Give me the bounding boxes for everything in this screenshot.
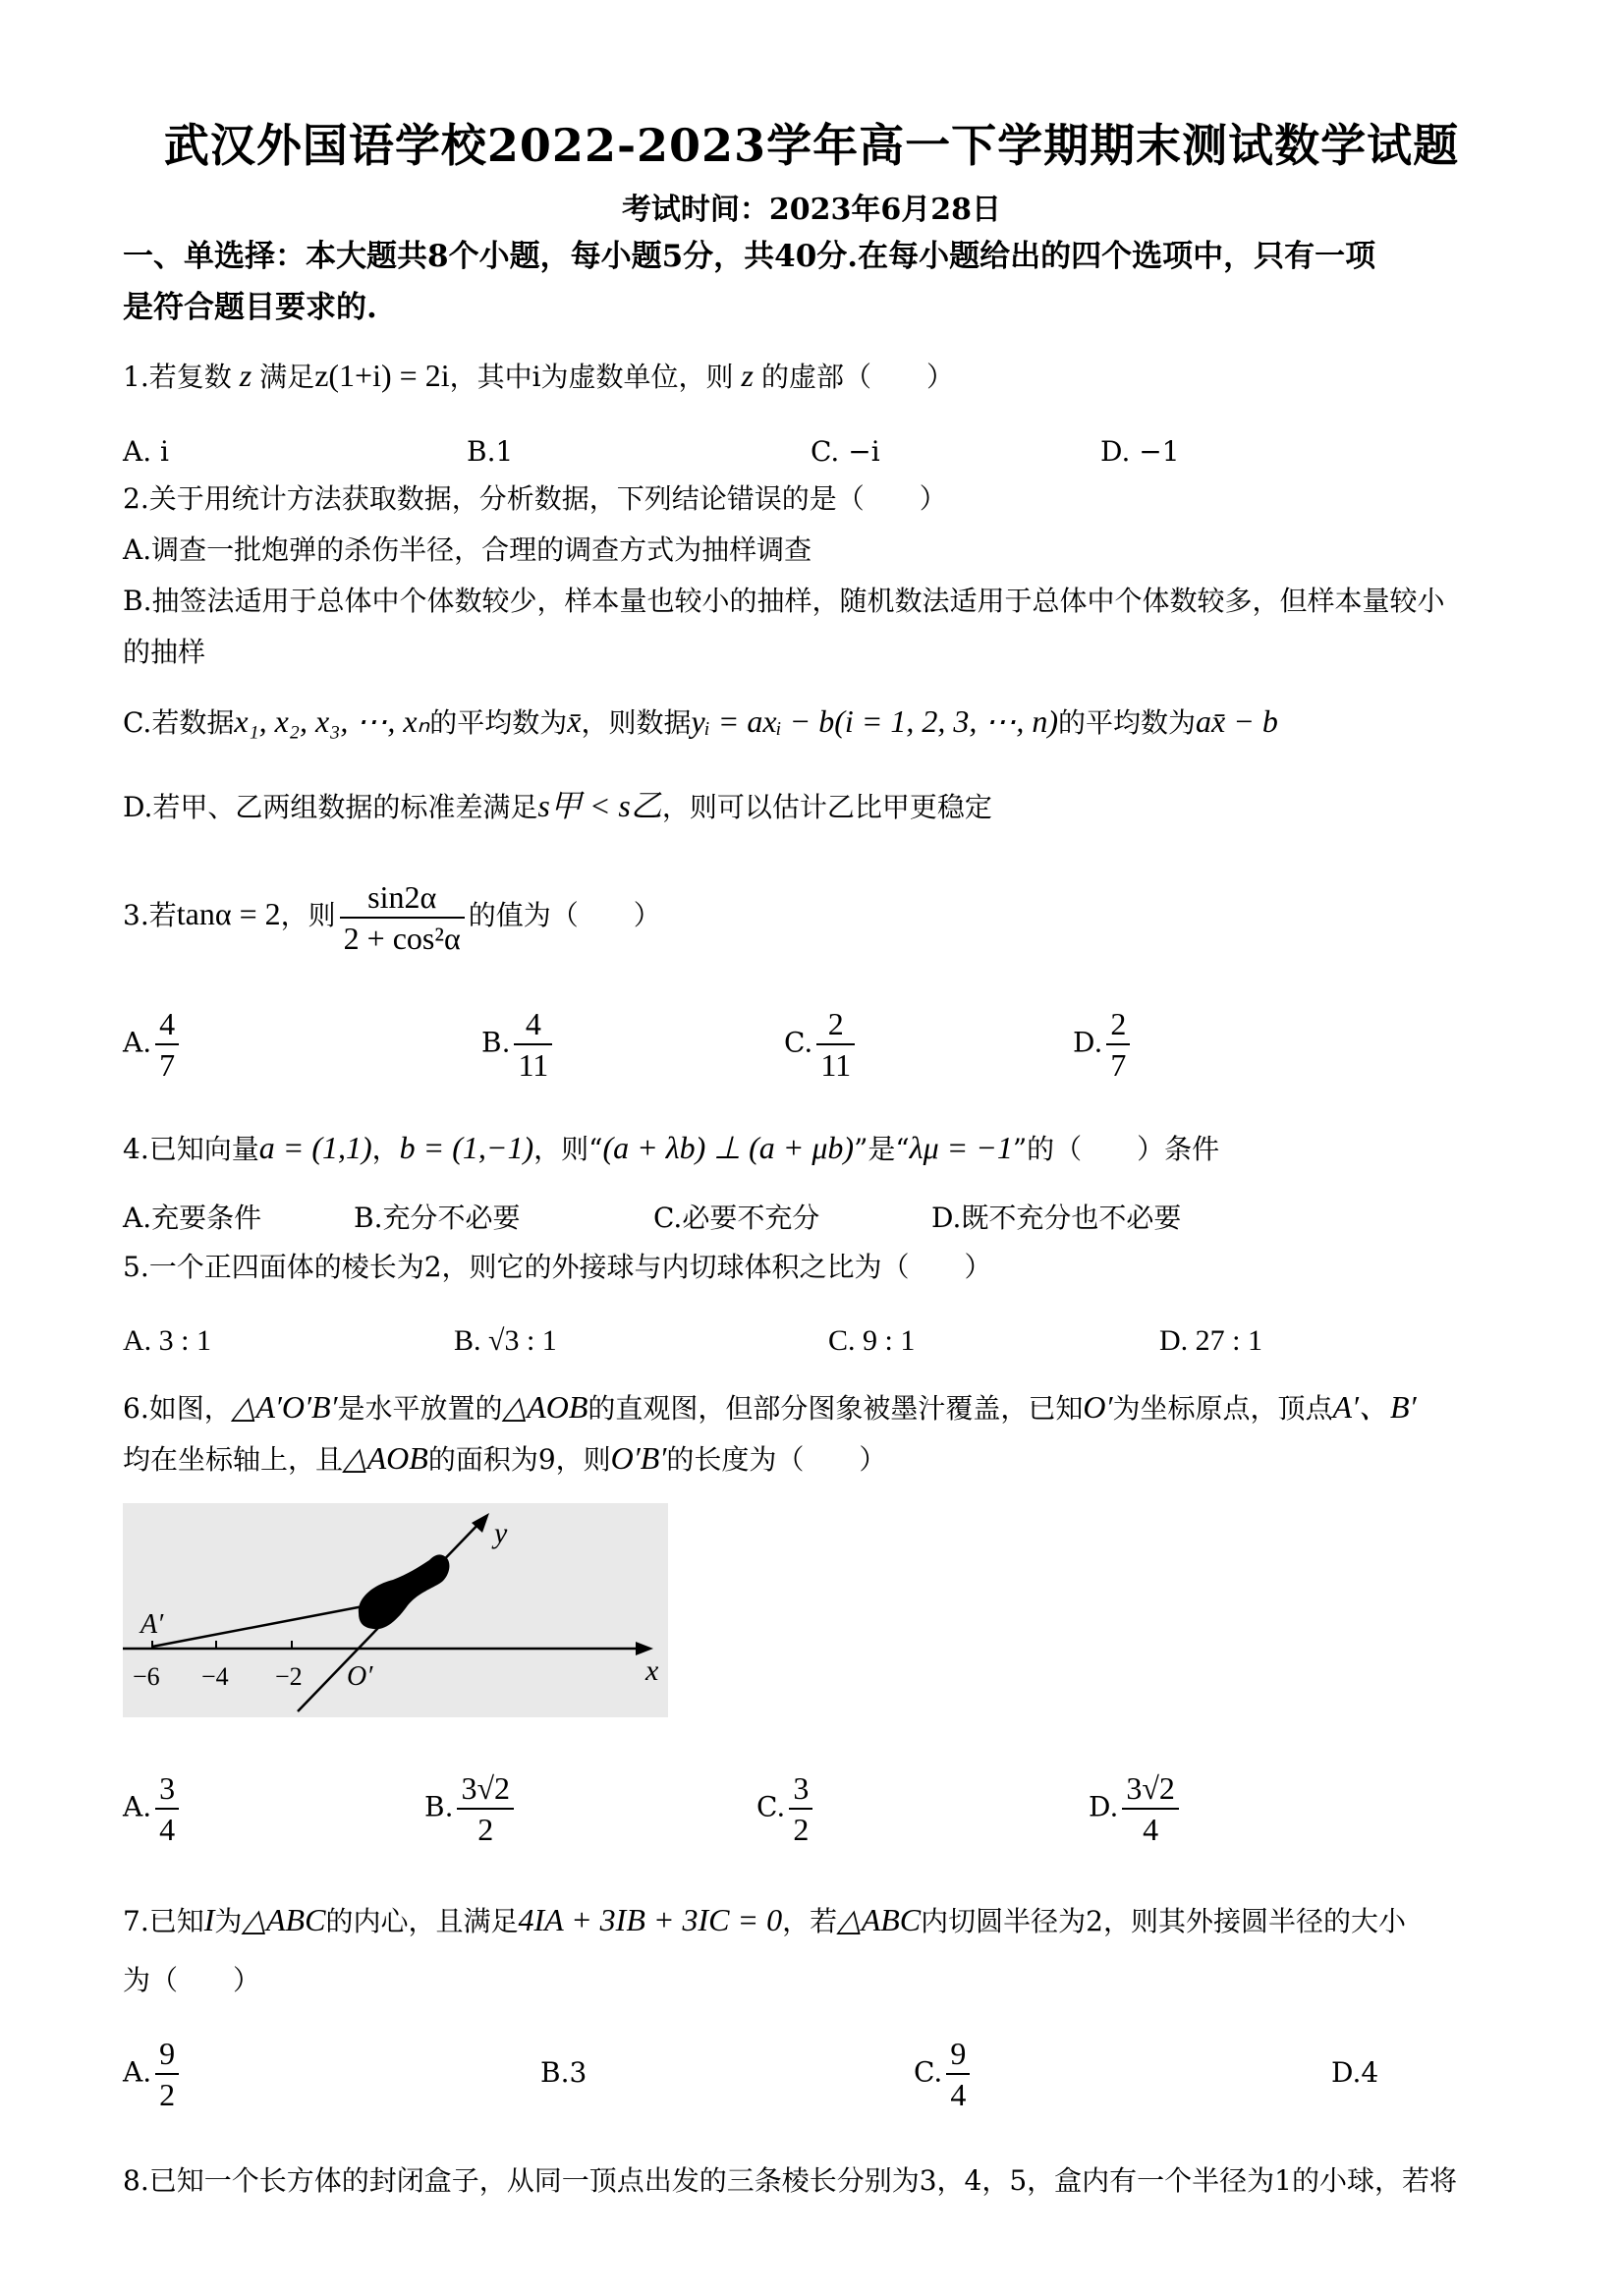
q3-option-b: B. $\frac{4}{11}$ [481, 1004, 556, 1085]
q4-option-b: B.充分不必要 [354, 1202, 521, 1234]
q7-option-b: B.3 [540, 2056, 588, 2089]
q6-option-b: B. $\frac{3√2}{2}$ [424, 1768, 518, 1849]
q3-expression-fraction: $\frac{\sin 2\alpha}{\text{2 + cos²α}}$ [340, 877, 465, 958]
q1-option-b: B.1 [467, 435, 514, 468]
x-axis-arrow-icon [636, 1642, 653, 1655]
tick-label-minus6: −6 [133, 1662, 160, 1691]
q2-option-a: A.调查一批炮弹的杀伤半径，合理的调查方式为抽样调查 [123, 533, 812, 566]
question-6-line1: 6.如图，△A′O′B′是水平放置的△AOB的直观图，但部分图象被墨汁覆盖，已知O′为坐标原点，顶点A′、B′ [123, 1389, 1417, 1425]
q7-option-c: C. $\frac{9}{4}$ [914, 2034, 974, 2114]
label-a-prime: A′ [140, 1609, 164, 1640]
question-2-stem: 2.关于用统计方法获取数据，分析数据，下列结论错误的是（ ） [123, 482, 947, 515]
section-heading-line1: 一、单选择：本大题共8个小题，每小题5分，共40分.在每小题给出的四个选项中，只有一项 [123, 239, 1376, 274]
q4-option-d: D.既不充分也不必要 [931, 1202, 1182, 1234]
q6-option-c: C. $\frac{3}{2}$ [756, 1768, 816, 1849]
q5-option-b: B. √3 : 1 [454, 1324, 557, 1357]
question-7-line2: 为（ ） [123, 1964, 261, 1996]
q5-option-c: C. 9 : 1 [828, 1324, 916, 1357]
q4-option-a: A.充要条件 [123, 1202, 262, 1234]
q2-option-b-line1: B.抽签法适用于总体中个体数较少，样本量也较小的抽样，随机数法适用于总体中个体数较多，但样本量较小 [123, 585, 1445, 617]
exam-time: 考试时间：2023年6月28日 [621, 193, 1002, 227]
q4-option-c: C.必要不充分 [653, 1202, 820, 1234]
label-y: y [494, 1517, 508, 1549]
q3-option-a: A. $\frac{4}{7}$ [123, 1004, 183, 1085]
question-3: 3.若tanα = 2，则 $\frac{\sin 2\alpha}{\text{2 + cos²α}}$ 的值为（ ） [123, 878, 661, 956]
q6-option-d: D. $\frac{3√2}{4}$ [1089, 1768, 1183, 1849]
q3-option-c: C. $\frac{2}{11}$ [784, 1004, 859, 1085]
label-x: x [645, 1654, 659, 1687]
q2-option-c: C.若数据x₁, x₂, x₃, ⋯, xₙ的平均数为x̄，则数据yᵢ = axᵢ − b(i = 1, 2, 3, ⋯, n)的平均数为ax̄ − b [123, 703, 1278, 739]
q6-figure [123, 1503, 668, 1717]
tick-label-minus2: −2 [275, 1662, 303, 1691]
q5-option-a: A. 3 : 1 [123, 1324, 211, 1357]
q1-option-d: D. −1 [1100, 435, 1180, 468]
ink-blot [359, 1554, 450, 1629]
exam-title: 武汉外国语学校2022-2023学年高一下学期期末测试数学试题 [163, 119, 1460, 172]
question-8-stem: 8.已知一个长方体的封闭盒子，从同一顶点出发的三条棱长分别为3，4，5，盒内有一个半径为1的小球，若将 [123, 2164, 1457, 2197]
question-1: 1.若复数 z 满足z(1+i) = 2i，其中i为虚数单位，则 z 的虚部（ ） [123, 358, 955, 393]
q6-figure-svg [123, 1503, 668, 1717]
q2-option-b-line2: 的抽样 [123, 636, 206, 668]
q7-option-d: D.4 [1331, 2056, 1379, 2089]
q7-option-a: A. $\frac{9}{2}$ [123, 2034, 183, 2114]
q6-option-a: A. $\frac{3}{4}$ [123, 1768, 183, 1849]
section-heading-line2: 是符合题目要求的. [123, 290, 377, 325]
q3-option-d: D. $\frac{2}{7}$ [1073, 1004, 1134, 1085]
label-o-prime: O′ [347, 1661, 373, 1692]
question-4: 4.已知向量a = (1,1)，b = (1,−1)，则“(a + λb) ⊥ (a + μb)”是“λμ = −1”的（ ）条件 [123, 1130, 1220, 1165]
q1-equation: z(1+i) = 2i [314, 358, 450, 393]
q1-option-c: C. −i [811, 435, 880, 468]
q2-option-d: D.若甲、乙两组数据的标准差满足s甲 < s乙，则可以估计乙比甲更稳定 [123, 788, 992, 823]
question-7-line1: 7.已知I为△ABC的内心，且满足4IA + 3IB + 3IC = 0，若△ABC内切圆半径为2，则其外接圆半径的大小 [123, 1902, 1406, 1937]
tick-label-minus4: −4 [201, 1662, 229, 1691]
q1-option-a: A. i [123, 435, 169, 468]
q5-option-d: D. 27 : 1 [1159, 1324, 1262, 1357]
question-6-line2: 均在坐标轴上，且△AOB的面积为9，则O′B′的长度为（ ） [123, 1440, 887, 1476]
segment-a-b [152, 1605, 368, 1647]
question-5-stem: 5.一个正四面体的棱长为2，则它的外接球与内切球体积之比为（ ） [123, 1251, 992, 1283]
